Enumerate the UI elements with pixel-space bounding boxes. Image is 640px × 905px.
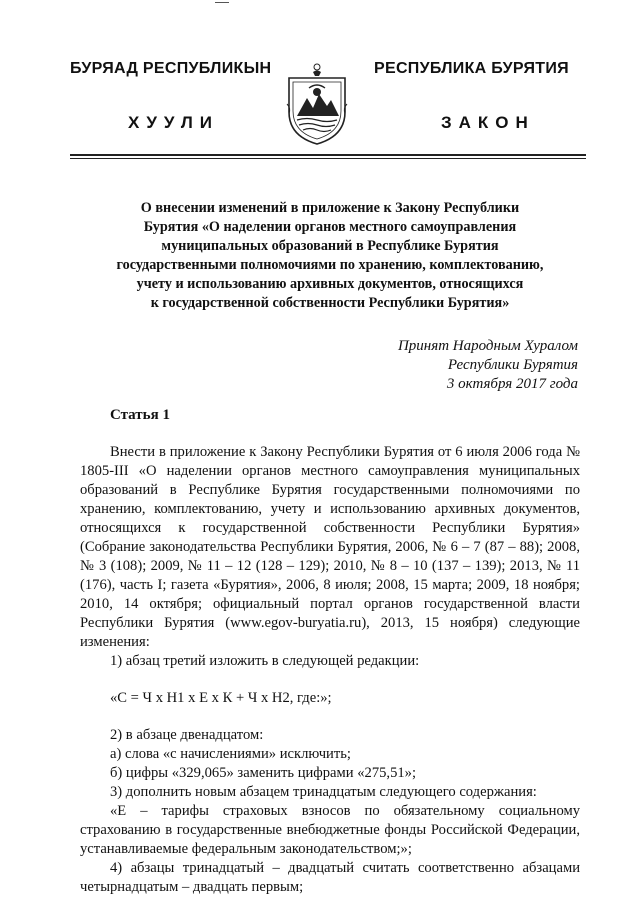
law-title-line: Бурятия «О наделении органов местного самоуправления <box>143 219 517 235</box>
adoption-note <box>318 337 578 394</box>
body-paragraph: 1) абзац третий изложить в следующей редакции: <box>110 653 420 669</box>
body-paragraph: б) цифры «329,065» заменить цифрами «275,51»; <box>110 765 417 781</box>
header-rule-thick <box>70 154 586 156</box>
law-title-line: учету и использованию архивных документов, относящихся <box>136 276 524 292</box>
body-paragraph: а) слова «с начислениями» исключить; <box>110 746 351 762</box>
article-heading: Статья 1 <box>110 407 170 423</box>
header-left-subtitle: ХУУЛИ <box>128 113 219 132</box>
scan-mark <box>215 2 229 3</box>
formula: «С = Ч х Н1 х Е х К + Ч х Н2, где:»; <box>110 690 332 706</box>
header-right-subtitle: ЗАКОН <box>441 113 535 132</box>
header-right-title: РЕСПУБЛИКА БУРЯТИЯ <box>374 60 569 77</box>
coat-of-arms-icon <box>283 60 351 146</box>
law-title-line: к государственной собственности Республики Бурятия» <box>150 295 510 311</box>
body-paragraph: «Е – тарифы страховых взносов по обязательному социальному страхованию в государственные внебюджетные фонды Российской Федерации, устанавливаемые федеральным законодательством;»; <box>80 803 580 857</box>
adoption-line: Республики Бурятия <box>447 357 578 373</box>
body-paragraph: Внести в приложение к Закону Республики Бурятия от 6 июля 2006 года № 1805-III «О наделении органов местного самоуправления муниципальных образований в Республике Бурятия государственными полномочиями по хранению, комплектованию, учету и использованию архивных документов, относящихся к государственной собственности Республики Бурятия» (Собрание законодательства Республики Бурятия, 2006, № 6 – 7 (87 – 88); 2008, № 3 (108); 2009, № 11 – 12 (128 – 129); 2010, № 8 – 10 (137 – 139); 2013, № 11 (176), часть I; газета «Бурятия», 2006, 8 июля; 2008, 15 марта; 2009, 18 ноября; 2010, 14 октября; официальный портал органов государственной власти Республики Бурятия (www.egov-buryatia.ru), 2013, 15 ноября) следующие изменения: <box>80 444 580 650</box>
body-paragraph: 2) в абзаце двенадцатом: <box>110 727 264 743</box>
adoption-date: 3 октября 2017 года <box>446 376 578 392</box>
law-title-line: муниципальных образований в Республике Бурятия <box>161 238 499 254</box>
body-paragraph: 3) дополнить новым абзацем тринадцатым следующего содержания: <box>110 784 537 800</box>
law-title <box>80 199 580 313</box>
header-rule-thin <box>70 158 586 159</box>
article-body <box>80 443 580 897</box>
adoption-line: Принят Народным Хуралом <box>397 338 578 354</box>
law-title-line: государственными полномочиями по хранению, комплектованию, <box>116 257 544 273</box>
header-left-title: БУРЯАД РЕСПУБЛИКЫН <box>70 60 272 77</box>
body-paragraph: 4) абзацы тринадцатый – двадцатый считать соответственно абзацами четырнадцатым – двадцать первым; <box>80 860 580 895</box>
law-title-line: О внесении изменений в приложение к Закону Республики <box>140 200 520 216</box>
